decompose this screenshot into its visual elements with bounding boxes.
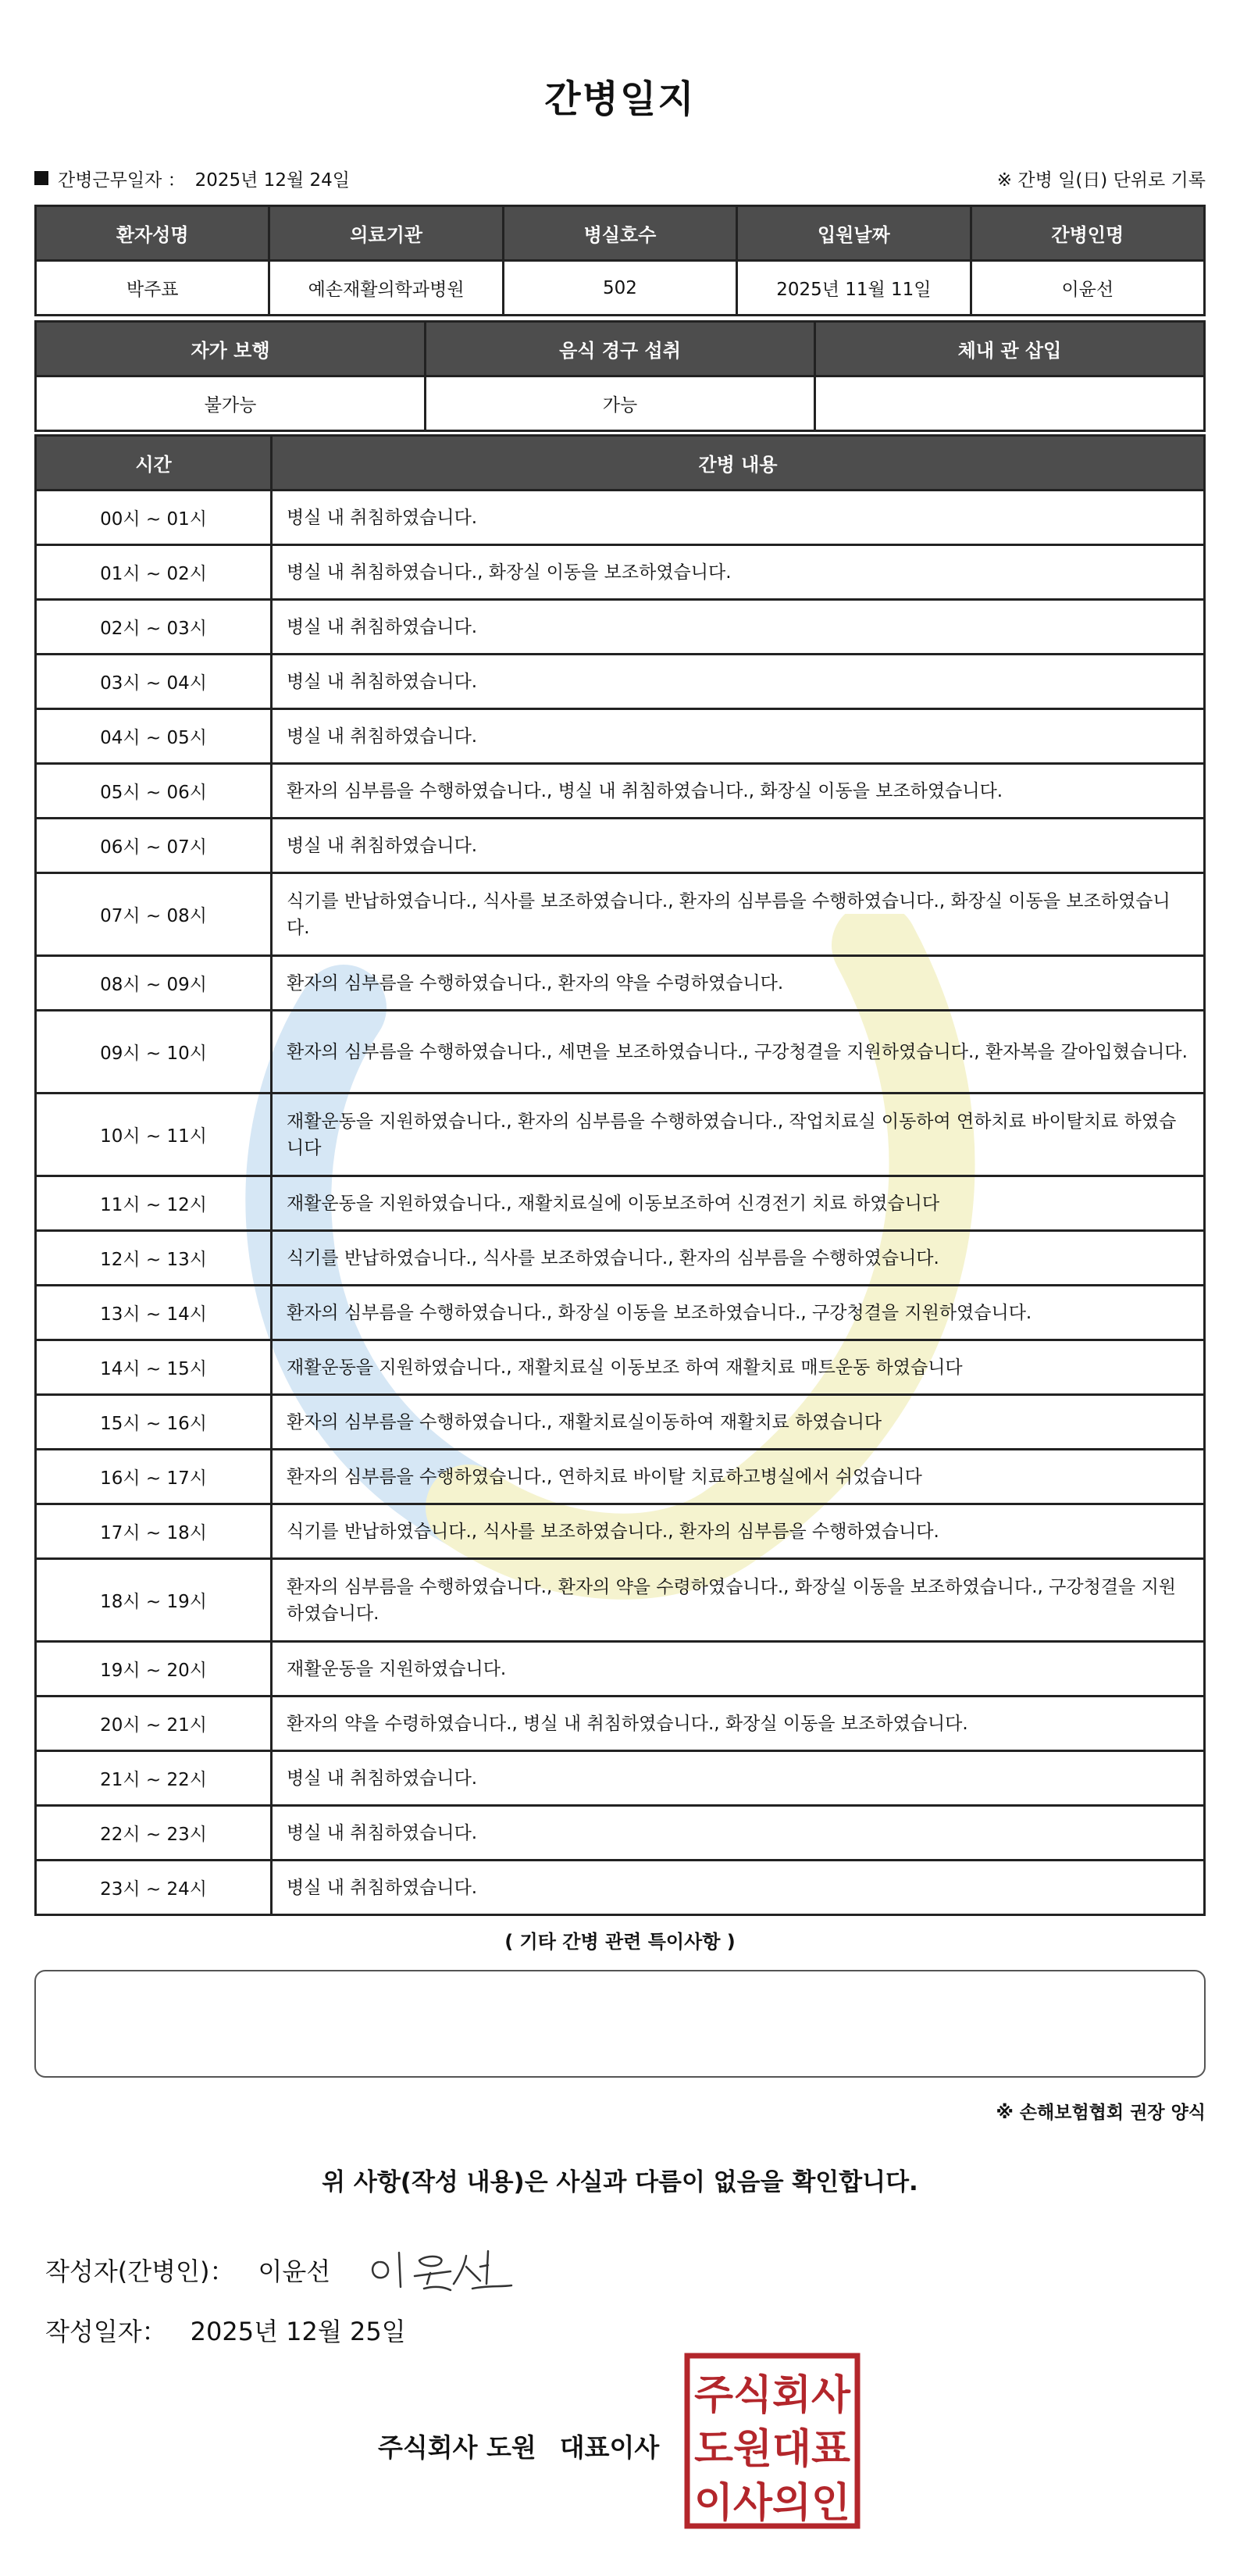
content-cell: 재활운동을 지원하였습니다. bbox=[272, 1642, 1205, 1697]
time-cell: 14시 ~ 15시 bbox=[36, 1340, 272, 1395]
table-row bbox=[36, 1176, 1205, 1231]
table-row bbox=[36, 1559, 1205, 1642]
writer-name: 이윤선 bbox=[258, 2257, 331, 2286]
table-row bbox=[36, 1286, 1205, 1340]
time-cell: 01시 ~ 02시 bbox=[36, 545, 272, 600]
content-cell: 환자의 심부름을 수행하였습니다., 연하치료 바이탈 치료하고병실에서 쉬었습니다 bbox=[272, 1450, 1205, 1504]
content-cell: 환자의 약을 수령하였습니다., 병실 내 취침하였습니다., 화장실 이동을 보조하였습니다. bbox=[272, 1697, 1205, 1751]
written-date-label: 작성일자： bbox=[45, 2317, 167, 2346]
document-title: 간병일지 bbox=[544, 77, 696, 121]
room-number: 502 bbox=[503, 261, 736, 316]
content-cell: 재활운동을 지원하였습니다., 재활치료실 이동보조 하여 재활치료 매트운동 하였습니다 bbox=[272, 1340, 1205, 1395]
header-content: 간병 내용 bbox=[272, 436, 1205, 491]
handwritten-signature bbox=[369, 2239, 518, 2301]
time-cell: 04시 ~ 05시 bbox=[36, 709, 272, 764]
content-cell: 환자의 심부름을 수행하였습니다., 세면을 보조하였습니다., 구강청결을 지원하였습니다., 환자복을 갈아입혔습니다. bbox=[272, 1011, 1205, 1094]
content-cell: 재활운동을 지원하였습니다., 재활치료실에 이동보조하여 신경전기 치료 하였습니다 bbox=[272, 1176, 1205, 1231]
content-cell: 병실 내 취침하였습니다. bbox=[272, 600, 1205, 655]
table-row bbox=[36, 873, 1205, 956]
company-seal-stamp bbox=[684, 2353, 861, 2529]
content-cell: 병실 내 취침하였습니다., 화장실 이동을 보조하였습니다. bbox=[272, 545, 1205, 600]
content-cell: 환자의 심부름을 수행하였습니다., 병실 내 취침하였습니다., 화장실 이동을 보조하였습니다. bbox=[272, 764, 1205, 819]
time-cell: 23시 ~ 24시 bbox=[36, 1861, 272, 1915]
time-cell: 19시 ~ 20시 bbox=[36, 1642, 272, 1697]
content-cell: 환자의 심부름을 수행하였습니다., 화장실 이동을 보조하였습니다., 구강청결을 지원하였습니다. bbox=[272, 1286, 1205, 1340]
table-row bbox=[36, 1011, 1205, 1094]
time-cell: 22시 ~ 23시 bbox=[36, 1806, 272, 1861]
table-row bbox=[36, 1861, 1205, 1915]
table-row bbox=[36, 764, 1205, 819]
table-row bbox=[36, 545, 1205, 600]
company-name: 주식회사 도원 bbox=[378, 2432, 536, 2463]
content-cell: 식기를 반납하였습니다., 식사를 보조하였습니다., 환자의 심부름을 수행하였습니다. bbox=[272, 1504, 1205, 1559]
header-time: 시간 bbox=[36, 436, 272, 491]
written-date-value: 2025년 12월 25일 bbox=[190, 2317, 406, 2346]
time-cell: 07시 ~ 08시 bbox=[36, 873, 272, 956]
svg-text:도원대표: 도원대표 bbox=[694, 2426, 850, 2473]
patient-name: 박주표 bbox=[36, 261, 269, 316]
writer-line bbox=[45, 2239, 518, 2301]
content-cell: 병실 내 취침하였습니다. bbox=[272, 491, 1205, 545]
time-cell: 20시 ~ 21시 bbox=[36, 1697, 272, 1751]
time-cell: 09시 ~ 10시 bbox=[36, 1011, 272, 1094]
duty-date bbox=[34, 166, 350, 191]
header-patient-name: 환자성명 bbox=[36, 206, 269, 261]
time-cell: 03시 ~ 04시 bbox=[36, 655, 272, 709]
admission-date: 2025년 11월 11일 bbox=[737, 261, 971, 316]
time-cell: 12시 ~ 13시 bbox=[36, 1231, 272, 1286]
content-cell: 병실 내 취침하였습니다. bbox=[272, 709, 1205, 764]
table-row bbox=[36, 1504, 1205, 1559]
table-row bbox=[36, 1395, 1205, 1450]
time-cell: 21시 ~ 22시 bbox=[36, 1751, 272, 1806]
table-row bbox=[36, 491, 1205, 545]
oral-intake-value: 가능 bbox=[426, 376, 815, 431]
tube-value bbox=[815, 376, 1205, 431]
written-date-line bbox=[45, 2312, 406, 2348]
time-cell: 15시 ~ 16시 bbox=[36, 1395, 272, 1450]
content-cell: 병실 내 취침하였습니다. bbox=[272, 1751, 1205, 1806]
content-cell: 환자의 심부름을 수행하였습니다., 재활치료실이동하여 재활치료 하였습니다 bbox=[272, 1395, 1205, 1450]
time-cell: 11시 ~ 12시 bbox=[36, 1176, 272, 1231]
time-cell: 00시 ~ 01시 bbox=[36, 491, 272, 545]
table-row bbox=[36, 956, 1205, 1011]
table-row bbox=[36, 709, 1205, 764]
table-row bbox=[36, 1806, 1205, 1861]
care-log-table bbox=[34, 434, 1206, 1916]
company-role: 대표이사 bbox=[559, 2432, 660, 2463]
table-row bbox=[36, 1751, 1205, 1806]
time-cell: 18시 ~ 19시 bbox=[36, 1559, 272, 1642]
header-walking: 자가 보행 bbox=[36, 322, 426, 376]
table-row bbox=[36, 600, 1205, 655]
table-row bbox=[36, 819, 1205, 873]
time-cell: 05시 ~ 06시 bbox=[36, 764, 272, 819]
patient-table bbox=[34, 205, 1206, 316]
square-bullet-icon bbox=[34, 171, 48, 185]
content-cell: 식기를 반납하였습니다., 식사를 보조하였습니다., 환자의 심부름을 수행하였습니다., 화장실 이동을 보조하였습니다. bbox=[272, 873, 1205, 956]
header-admission-date: 입원날짜 bbox=[737, 206, 971, 261]
duty-date-value: 2025년 12월 24일 bbox=[194, 169, 350, 191]
company-line bbox=[378, 2428, 659, 2464]
table-row bbox=[36, 1340, 1205, 1395]
table-row bbox=[36, 655, 1205, 709]
duty-date-label: 간병근무일자 ： bbox=[58, 169, 186, 191]
time-cell: 13시 ~ 14시 bbox=[36, 1286, 272, 1340]
recommended-form-note: ※ 손해보험협회 권장 양식 bbox=[996, 2103, 1206, 2123]
confirmation-statement: 위 사항(작성 내용)은 사실과 다름이 없음을 확인합니다. bbox=[322, 2168, 918, 2196]
header-caregiver: 간병인명 bbox=[971, 206, 1204, 261]
table-row bbox=[36, 1094, 1205, 1176]
content-cell: 병실 내 취침하였습니다. bbox=[272, 655, 1205, 709]
special-notes-box bbox=[34, 1970, 1206, 2078]
table-row bbox=[36, 1697, 1205, 1751]
hospital-name: 예손재활의학과병원 bbox=[269, 261, 503, 316]
time-cell: 10시 ~ 11시 bbox=[36, 1094, 272, 1176]
caregiver-name: 이윤선 bbox=[971, 261, 1204, 316]
time-cell: 06시 ~ 07시 bbox=[36, 819, 272, 873]
content-cell: 환자의 심부름을 수행하였습니다., 환자의 약을 수령하였습니다., 화장실 이동을 보조하였습니다., 구강청결을 지원하였습니다. bbox=[272, 1559, 1205, 1642]
table-row bbox=[36, 1642, 1205, 1697]
time-cell: 08시 ~ 09시 bbox=[36, 956, 272, 1011]
special-notes-caption: ( 기타 간병 관련 특이사항 ) bbox=[504, 1931, 736, 1953]
header-tube: 체내 관 삽입 bbox=[815, 322, 1205, 376]
svg-text:주식회사: 주식회사 bbox=[694, 2372, 851, 2419]
status-table bbox=[34, 320, 1206, 432]
content-cell: 병실 내 취침하였습니다. bbox=[272, 819, 1205, 873]
writer-label: 작성자(간병인)： bbox=[45, 2257, 235, 2286]
walking-value: 불가능 bbox=[36, 376, 426, 431]
unit-note: ※ 간병 일(日) 단위로 기록 bbox=[996, 169, 1206, 191]
svg-text:이사의인: 이사의인 bbox=[694, 2480, 850, 2527]
content-cell: 병실 내 취침하였습니다. bbox=[272, 1861, 1205, 1915]
content-cell: 병실 내 취침하였습니다. bbox=[272, 1806, 1205, 1861]
header-oral-intake: 음식 경구 섭취 bbox=[426, 322, 815, 376]
table-row bbox=[36, 1450, 1205, 1504]
content-cell: 재활운동을 지원하였습니다., 환자의 심부름을 수행하였습니다., 작업치료실 이동하여 연하치료 바이탈치료 하였습니다 bbox=[272, 1094, 1205, 1176]
meta-row bbox=[34, 162, 1206, 194]
time-cell: 17시 ~ 18시 bbox=[36, 1504, 272, 1559]
header-hospital: 의료기관 bbox=[269, 206, 503, 261]
time-cell: 16시 ~ 17시 bbox=[36, 1450, 272, 1504]
content-cell: 식기를 반납하였습니다., 식사를 보조하였습니다., 환자의 심부름을 수행하였습니다. bbox=[272, 1231, 1205, 1286]
header-room: 병실호수 bbox=[503, 206, 736, 261]
table-row bbox=[36, 1231, 1205, 1286]
time-cell: 02시 ~ 03시 bbox=[36, 600, 272, 655]
content-cell: 환자의 심부름을 수행하였습니다., 환자의 약을 수령하였습니다. bbox=[272, 956, 1205, 1011]
